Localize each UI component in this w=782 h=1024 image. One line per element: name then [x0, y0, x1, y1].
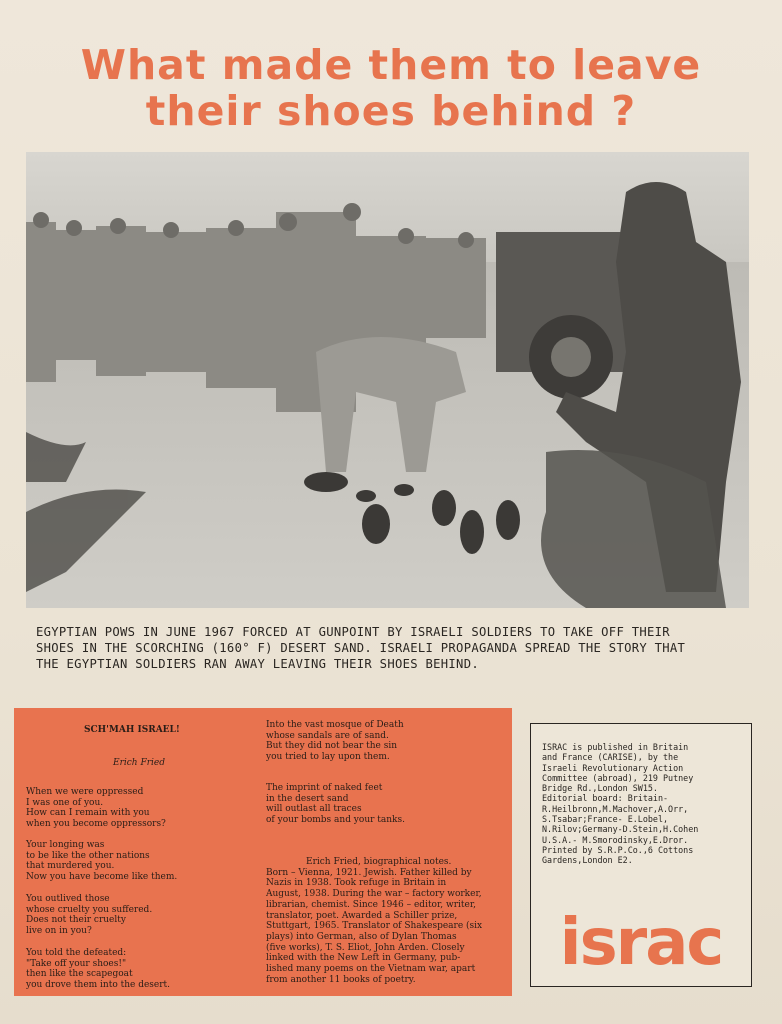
poem-line: Does not their cruelty [26, 915, 126, 926]
publisher-line: Gardens,London E2. [542, 855, 633, 866]
poem-line: that murdered you. [26, 861, 115, 872]
bio-heading: Erich Fried, biographical notes. [306, 857, 452, 867]
poem-line: in the desert sand [266, 793, 349, 804]
poem-stanza-2 [26, 840, 177, 883]
poem-line: When we were oppressed [26, 787, 144, 797]
publisher-info-box [530, 723, 752, 987]
caption-line-3: THE EGYPTIAN SOLDIERS RAN AWAY LEAVING THEIR SHOES BEHIND. [36, 657, 479, 671]
bio-line: from another 11 books of poetry. [266, 974, 416, 985]
poem-line: will outlast all traces [266, 804, 362, 815]
bio-line: plays) into German, also of Dylan Thomas [266, 931, 457, 942]
poem-line: Into the vast mosque of Death [266, 720, 404, 730]
publisher-line: U.S.A.- M.Smorodinsky,E.Dror. [542, 834, 689, 845]
caption-line-2: SHOES IN THE SCORCHING (160° F) DESERT SAND. ISRAELI PROPAGANDA SPREAD THE STORY THAT [36, 641, 686, 655]
publisher-line: N.Rilov;Germany-D.Stein,H.Cohen [542, 824, 699, 835]
publisher-line: Committee (abroad), 219 Putney [542, 772, 694, 783]
biographical-notes [266, 857, 504, 985]
headline [20, 42, 762, 134]
poem-line: Now you have become like them. [26, 872, 178, 883]
publisher-line: Printed by S.R.P.Co.,6 Cottons [542, 844, 694, 855]
poem-line: The imprint of naked feet [266, 783, 383, 793]
bio-line: lished many poems on the Vietnam war, apart [266, 964, 476, 975]
bio-line: Stuttgart, 1965. Translator of Shakespeare (six [266, 921, 483, 932]
poem-line: when you become oppressors? [26, 819, 166, 830]
bio-line: linked with the New Left in Germany, pub- [266, 953, 461, 964]
poem-line: then like the scapegoat [26, 969, 133, 980]
poem-line: How can I remain with you [26, 808, 150, 819]
publisher-line: S.Tsabar;France- E.Lobel, [542, 814, 669, 825]
poem-line: I was one of you. [26, 797, 104, 808]
publisher-line: R.Heilbronn,M.Machover,A.Orr, [542, 803, 689, 814]
bio-line: (five works), T. S. Eliot, John Arden. Closely [266, 942, 465, 953]
poem-stanza-3 [26, 894, 152, 937]
poem-stanza-5 [266, 720, 404, 763]
poem-line: of your bombs and your tanks. [266, 815, 405, 826]
publisher-line: Israeli Revolutionary Action [542, 762, 684, 773]
poem-line: But they did not bear the sin [266, 741, 398, 752]
poem-stanza-1 [26, 787, 166, 830]
publisher-line: Bridge Rd.,London SW15. [542, 783, 658, 794]
poem-line: You outlived those [26, 894, 110, 904]
poem-stanza-4 [26, 948, 170, 991]
poem-line: live on in you? [26, 926, 92, 937]
poem-line: You told the defeated: [26, 948, 127, 958]
bio-line: August, 1938. During the war – factory worker, [266, 889, 482, 900]
bio-line: Born – Vienna, 1921. Jewish. Father killed by [266, 867, 472, 878]
news-photo [26, 152, 749, 608]
publisher-line: and France (CARISE), by the [542, 752, 679, 763]
poem-line: whose cruelty you suffered. [26, 904, 153, 915]
bio-line: translator, poet. Awarded a Schiller prize, [266, 910, 458, 921]
poem-box [14, 708, 512, 996]
bio-line: librarian, chemist. Since 1946 – editor, writer, [266, 899, 477, 910]
poem-title: SCH'MAH ISRAEL! [84, 725, 180, 735]
publisher-line: Editorial board: Britain- [542, 793, 669, 804]
poem-line: to be like the other nations [26, 850, 150, 861]
israc-logo: israc [559, 906, 723, 980]
poem-line: you drove them into the desert. [26, 980, 171, 991]
poem-line: you tried to lay upon them. [266, 752, 390, 763]
bio-line: Nazis in 1938. Took refuge in Britain in [266, 878, 447, 889]
publisher-info [542, 742, 698, 866]
headline-line-2: their shoes behind ? [145, 87, 637, 135]
poem-stanza-6 [266, 783, 405, 826]
poem-line: whose sandals are of sand. [266, 730, 389, 741]
poem-line: Your longing was [26, 840, 105, 850]
caption-line-1: EGYPTIAN POWS IN JUNE 1967 FORCED AT GUNPOINT BY ISRAELI SOLDIERS TO TAKE OFF THEIR [36, 625, 670, 639]
poem-author: Erich Fried [113, 758, 165, 768]
poem-line: "Take off your shoes!" [26, 958, 127, 969]
publisher-line: ISRAC is published in Britain [542, 742, 689, 752]
headline-line-1: What made them to leave [80, 41, 702, 89]
photo-caption [36, 624, 752, 672]
